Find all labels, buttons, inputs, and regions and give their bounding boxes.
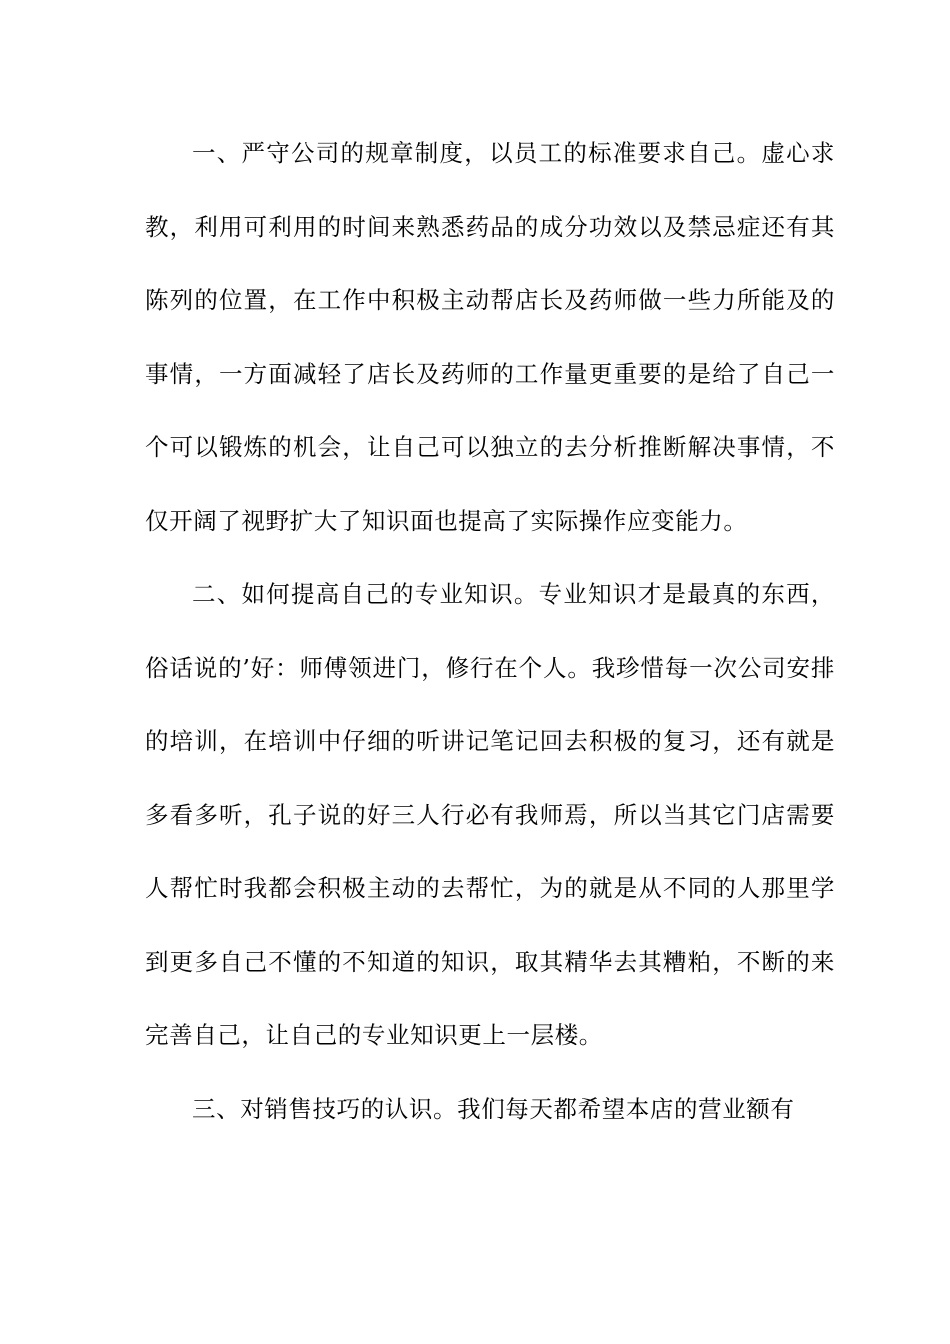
paragraph-3: 三、对销售技巧的认识。我们每天都希望本店的营业额有 (192, 1094, 795, 1123)
paragraph-1: 一、严守公司的规章制度，以员工的标准要求自己。虚心求教，利用可利用的时间来熟悉药品的成分功效以及禁忌症还有其陈列的位置，在工作中积极主动帮店长及药师做一些力所能及的事情，一方面减轻了店长及药师的工作量更重要的是给了自己一个可以锻炼的机会，让自己可以独立的去分析推断解决事情，不仅开阔了视野扩大了知识面也提高了实际操作应变能力。 (145, 139, 835, 535)
document-body (145, 117, 835, 1146)
paragraph-2: 二、如何提高自己的专业知识。专业知识才是最真的东西，俗话说的’好：师傅领进门，修行在个人。我珍惜每一次公司安排的培训，在培训中仔细的听讲记笔记回去积极的复习，还有就是多看多听，孔子说的好三人行必有我师焉，所以当其它门店需要人帮忙时我都会积极主动的去帮忙，为的就是从不同的人那里学到更多自己不懂的不知道的知识，取其精华去其糟粕，不断的来完善自己，让自己的专业知识更上一层楼。 (145, 580, 835, 1049)
